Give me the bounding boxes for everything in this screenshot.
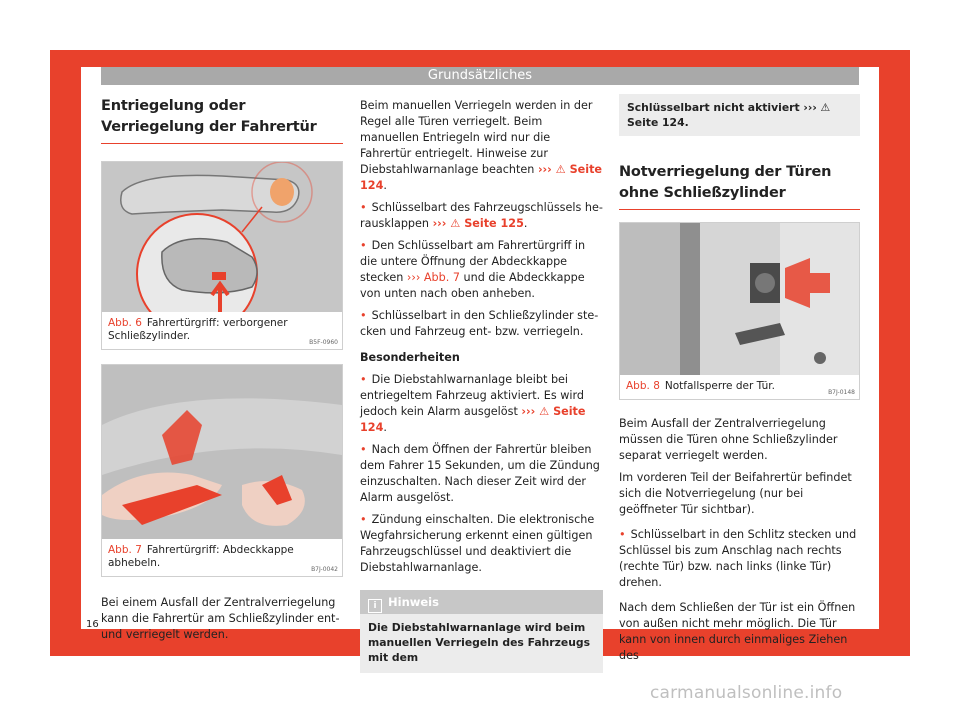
section-header: Grundsätzliches [101,67,859,85]
section-heading-emergency: Notverriegelung der Türen ohne Schließzylinder [619,164,832,201]
hint-header [360,590,603,614]
door-handle-illustration [102,162,342,312]
heading-rule [619,209,860,210]
list-item: • Zündung einschalten. Die elektronische Wegfahrsicherung erkennt einen gültigen Fahrzeugschlüssel und deaktiviert die Diebstahlwarnanlage. [360,512,603,576]
caption-text: Fahrertürgriff: Abdeckkappe abhebeln. [108,544,294,569]
heading-rule [101,143,343,144]
figure-7 [101,364,343,577]
paragraph-location: Im vorderen Teil der Beifahrertür befindet sich die Notverriegelung (nur bei geöffneter Tür sichtbar). [619,471,852,516]
list-item: • Nach dem Öffnen der Fahrertür bleiben dem Fahrer 15 Sekunden, um die Zündung einzuschalten. Nach dieser Zeit wird der Alarm ausgelöst. [360,442,603,506]
page-reference[interactable]: ››› ⚠ Seite 124 [360,405,586,434]
page-reference[interactable]: ››› ⚠ Seite 124 [360,163,603,192]
column-middle [360,98,603,673]
figure-number: Abb. 7 [108,544,142,556]
cap-removal-image [102,365,342,539]
hint-box [360,590,603,673]
cap-removal-illustration [102,365,342,539]
hint-continuation-box: Schlüsselbart nicht aktiviert ››› ⚠ Seite 124. [619,94,860,136]
caption-text: Notfallsperre der Tür. [664,380,775,392]
emergency-lock-image [620,223,859,375]
watermark: carmanualsonline.info [650,683,843,703]
emergency-lock-illustration [620,223,859,375]
column-left [101,96,343,643]
list-item: • Schlüsselbart in den Schließzylinder stecken und Fahrzeug ent- bzw. verriegeln. [360,308,603,340]
info-icon: i [368,599,382,613]
list-item: • Den Schlüsselbart am Fahrertürgriff in die untere Öffnung der Abdeckkappe stecken ››› Abb. 7 und die Abdeckkappe von unten nach oben anheben. [360,238,603,302]
caption-text: Fahrertürgriff: verborgener Schließzylinder. [108,317,288,342]
paragraph-failure: Bei einem Ausfall der Zentralverriegelung kann die Fahrertür am Schließzylinder ent- und verriegelt werden. [101,596,340,641]
figure-code: B5F-0960 [309,339,338,346]
figure-code: B7J-0148 [828,389,855,396]
door-handle-image [102,162,342,312]
subheading-special: Besonderheiten [360,351,460,364]
section-heading-unlock: Entriegelung oder Verriegelung der Fahrertür [101,98,317,135]
page-reference[interactable]: ››› ⚠ Seite 125 [432,217,524,230]
paragraph-failure-right: Beim Ausfall der Zentralverriegelung müssen die Türen ohne Schließzylinder separat verriegelt werden. [619,417,838,462]
figure-reference[interactable]: ››› Abb. 7 [406,271,460,284]
figure-number: Abb. 8 [626,380,660,392]
hint-title: Hinweis [388,595,439,609]
list-item: • Die Diebstahlwarnanlage bleibt bei entriegeltem Fahrzeug aktiviert. Es wird jedoch kein Alarm ausgelöst ››› ⚠ Seite 124. [360,372,603,436]
list-item: • Schlüsselbart in den Schlitz stecken und Schlüssel bis zum Anschlag nach rechts (rechte Tür) bzw. nach links (linke Tür) drehen. [619,527,860,591]
page-number: 16 [86,619,99,630]
figure-number: Abb. 6 [108,317,142,329]
paragraph-manual: Beim manuellen Verriegeln werden in der Regel alle Türen verriegelt. Beim manuellen Entriegeln wird nur die Fahrertür entriegelt. Hinweise zur Diebstahlwarnanlage beachten ››› ⚠ Seite 124. [360,99,603,192]
figure-6 [101,161,343,350]
figure-code: B7J-0042 [311,566,338,573]
paragraph-after-close: Nach dem Schließen der Tür ist ein Öffnen von außen nicht mehr möglich. Die Tür kann von innen durch einmaliges Ziehen des [619,601,856,662]
figure-caption [620,375,859,399]
column-right [619,94,860,664]
figure-caption [102,539,342,576]
figure-caption [102,312,342,349]
hint-body: Die Diebstahlwarnanlage wird beim manuellen Verriegeln des Fahrzeugs mit dem [368,621,591,664]
list-item: • Schlüsselbart des Fahrzeugschlüssels herausklappen ››› ⚠ Seite 125. [360,200,603,232]
figure-8 [619,222,860,400]
